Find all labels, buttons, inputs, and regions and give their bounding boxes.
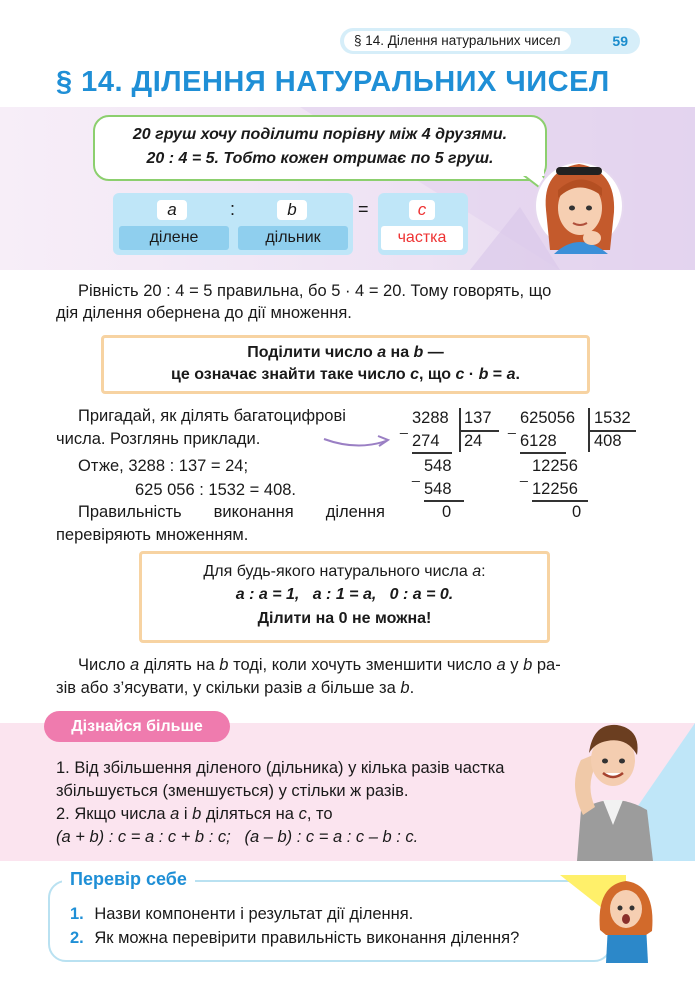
long-division-2: _ 625056 1532 6128 408 _ 12256 12256 0 — [508, 406, 638, 526]
zero-one-rules-box — [139, 551, 550, 643]
quotient-label: частка — [381, 226, 463, 250]
check-by-multiplication-line2: перевіряють множенням. — [56, 526, 249, 544]
div1-divisor: 137 — [464, 409, 492, 427]
question-2-text: Як можна перевірити правильність виконання ділення? — [94, 929, 520, 947]
result-line1: Отже, 3288 : 137 = 24; — [78, 457, 249, 475]
learn-more-line1: 1. Від збільшення діленого (дільника) у кілька разів частка — [56, 759, 505, 777]
div2-result: 0 — [572, 503, 582, 521]
division-components — [113, 193, 468, 255]
div1-sub1: 274 — [412, 432, 440, 450]
equals-sign: = — [358, 199, 369, 219]
question-1-text: Назви компоненти і результат дії ділення. — [94, 905, 414, 923]
var-c: c — [409, 200, 435, 220]
var-a: a — [157, 200, 187, 220]
check-yourself-title: Перевір себе — [62, 869, 195, 890]
div1-dividend: 3288 — [412, 409, 449, 427]
paragraph-inverse-line2: дія ділення обернена до дії множення. — [56, 304, 352, 322]
check-yourself-decoration — [560, 875, 660, 963]
div1-rem1: 548 — [424, 457, 452, 475]
no-division-by-zero: Ділити на 0 не можна! — [257, 610, 432, 627]
page-number: 59 — [612, 33, 628, 49]
definition-line1: Поділити число a на b — — [247, 344, 444, 361]
learn-more-tag: Дізнайся більше — [44, 711, 230, 742]
paragraph-purpose-line1: Число a ділять на b тоді, коли хочуть зменшити число a у b ра- — [78, 656, 561, 674]
div2-dividend: 625056 — [520, 409, 576, 427]
div1-result: 0 — [442, 503, 452, 521]
question-2 — [70, 927, 519, 950]
arrow-icon — [322, 425, 394, 453]
div2-rem1: 12256 — [532, 457, 578, 475]
speech-line-2: 20 : 4 = 5. Тобто кожен отримає по 5 груш. — [146, 150, 494, 167]
definition-line2: це означає знайти таке число c, що c · b = a. — [171, 366, 520, 383]
result-line2: 625 056 : 1532 = 408. — [135, 481, 297, 499]
learn-more-line2: збільшується (зменшується) у стільки ж разів. — [56, 782, 409, 800]
long-division-1: _ 3288 137 274 24 _ 548 548 0 — [400, 406, 500, 526]
question-1 — [70, 903, 413, 926]
question-1-number: 1. — [70, 905, 84, 923]
div2-divisor: 1532 — [594, 409, 631, 427]
paragraph-recall-line1: Пригадай, як ділять багатоцифрові — [78, 407, 346, 425]
boy-pointing-illustration — [563, 715, 663, 861]
rules-identities: a : a = 1, a : 1 = a, 0 : a = 0. — [235, 586, 454, 603]
div2-quotient: 408 — [594, 432, 622, 450]
colon-sign: : — [230, 199, 236, 219]
learn-more-line3: 2. Якщо числа a і b діляться на c, то — [56, 805, 333, 823]
paragraph-inverse-line1: Рівність 20 : 4 = 5 правильна, бо 5 · 4 = 20. Тому говорять, що — [78, 282, 552, 300]
running-title: § 14. Ділення натуральних чисел — [344, 31, 571, 51]
paragraph-purpose-line2: зів або з’ясувати, у скільки разів a більше за b. — [56, 679, 415, 697]
running-header — [340, 28, 640, 54]
div2-sub1: 6128 — [520, 432, 557, 450]
paragraph-recall-line2: числа. Розглянь приклади. — [56, 430, 261, 448]
definition-box — [101, 335, 590, 394]
div2-sub2: 12256 — [532, 480, 578, 498]
speech-bubble — [93, 115, 547, 181]
rules-intro: Для будь-якого натурального числа a: — [203, 563, 486, 580]
div1-sub2: 548 — [424, 480, 452, 498]
question-2-number: 2. — [70, 929, 84, 947]
check-by-multiplication-line1: Правильність виконання ділення — [78, 503, 385, 521]
speech-line-1: 20 груш хочу поділити порівну між 4 друзями. — [132, 126, 508, 143]
learn-more-formulas: (a + b) : c = a : c + b : c; (a – b) : c = a : c – b : c. — [56, 828, 419, 846]
dividend-label: ділене — [119, 226, 229, 250]
girl-thinking-illustration — [532, 150, 626, 260]
div1-quotient: 24 — [464, 432, 483, 450]
var-b: b — [277, 200, 307, 220]
page-title: § 14. ДІЛЕННЯ НАТУРАЛЬНИХ ЧИСЕЛ — [56, 66, 610, 98]
divisor-label: дільник — [238, 226, 348, 250]
